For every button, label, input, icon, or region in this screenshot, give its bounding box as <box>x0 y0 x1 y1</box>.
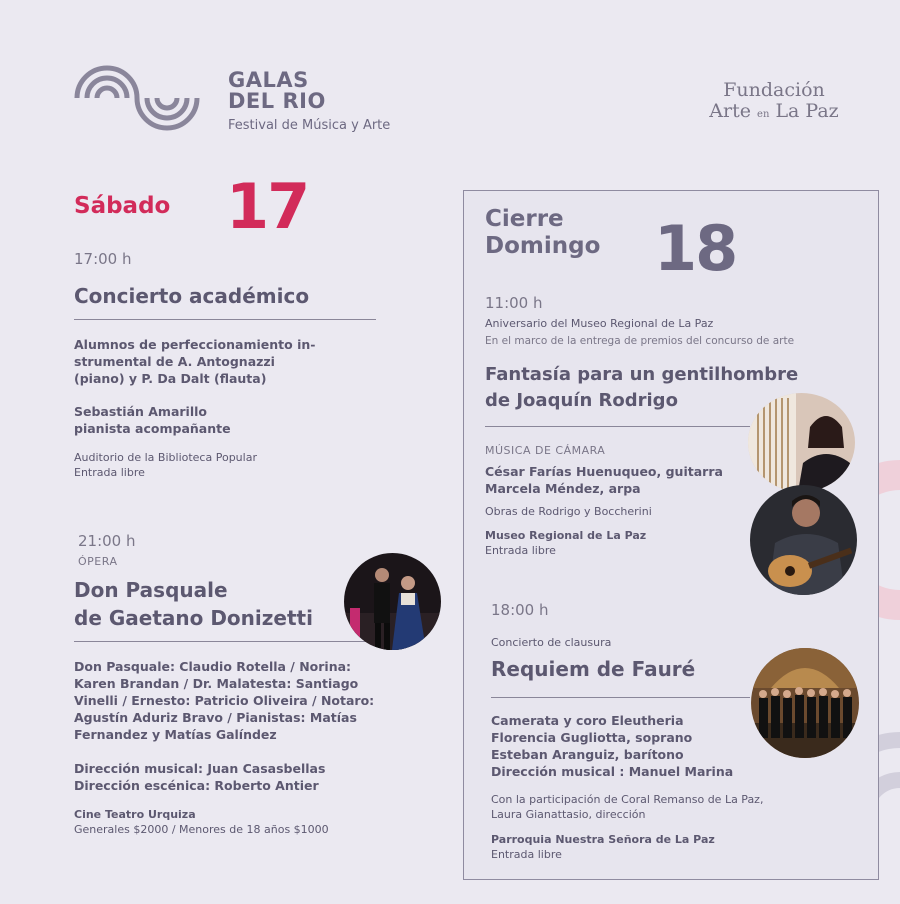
sat-event2-divider <box>74 641 376 642</box>
choir-photo <box>751 648 859 758</box>
brand-title-line1: GALAS <box>228 68 309 92</box>
sun-event2-perf-line3: Esteban Aranguiz, barítono <box>491 747 684 762</box>
saturday-label: Sábado <box>74 193 171 219</box>
sun-event2-participation-line1: Con la participación de Coral Remanso de La Paz, <box>491 793 764 806</box>
guitarist-photo <box>750 485 857 595</box>
sat-event2-cast-line1: Don Pasquale: Claudio Rotella / Norina: <box>74 659 352 674</box>
brand-subtitle: Festival de Música y Arte <box>228 118 391 133</box>
sat-event2-cast-line2: Karen Brandan / Dr. Malatesta: Santiago <box>74 676 359 691</box>
sat-event2-title-line1: Don Pasquale <box>74 578 228 602</box>
sun-event2-participation <box>491 792 763 822</box>
sun-event2-tag: Concierto de clausura <box>491 636 612 649</box>
sat-event2-time: 21:00 h <box>78 532 136 550</box>
sun-event1-entry: Entrada libre <box>485 544 556 557</box>
sun-event2-title: Requiem de Fauré <box>491 657 696 681</box>
sat-event1-desc-line2: strumental de A. Antognazzi <box>74 354 275 369</box>
foundation-arte: Arte <box>709 100 751 122</box>
sat-event1-time: 17:00 h <box>74 250 132 268</box>
sun-event1-occasion-line1: Aniversario del Museo Regional de La Paz <box>485 317 714 330</box>
sat-event1-divider <box>74 319 376 320</box>
sat-event2-cast-line3: Vinelli / Ernesto: Patricio Oliveira / Notaro: <box>74 693 375 708</box>
sat-event2-tag: ÓPERA <box>78 555 118 568</box>
sun-event2-venue-name: Parroquia Nuestra Señora de La Paz <box>491 833 715 846</box>
sun-event1-title-line1: Fantasía para un gentilhombre <box>485 364 799 385</box>
sat-event2-direction-line2: Dirección escénica: Roberto Antier <box>74 778 319 793</box>
sun-event1-occasion-line2: En el marco de la entrega de premios del concurso de arte <box>485 335 795 347</box>
foundation-line1: Fundación <box>723 79 825 101</box>
sat-event2-direction-line1: Dirección musical: Juan Casasbellas <box>74 761 326 776</box>
saturday-number: 17 <box>226 170 309 243</box>
sat-event2-title-line2: de Gaetano Donizetti <box>74 606 313 630</box>
sun-event1-venue <box>485 528 646 558</box>
sat-event2-cast-line5: Fernandez y Matías Galíndez <box>74 727 277 742</box>
sat-event2-prices: Generales $2000 / Menores de 18 años $1000 <box>74 823 329 836</box>
sun-event2-performers <box>491 712 733 780</box>
sun-event1-divider <box>485 426 750 427</box>
sat-event1-title: Concierto académico <box>74 284 310 308</box>
sat-event1-description <box>74 336 315 387</box>
sat-event1-accompanist <box>74 403 231 437</box>
sun-event2-venue <box>491 832 715 862</box>
harpist-photo <box>748 393 855 492</box>
sat-event1-desc-line3: (piano) y P. Da Dalt (flauta) <box>74 371 267 386</box>
foundation-lapaz: La Paz <box>775 100 839 122</box>
sun-event1-title-line2: de Joaquín Rodrigo <box>485 390 678 411</box>
sun-event1-performer1: César Farías Huenuqueo, guitarra <box>485 464 723 479</box>
foundation-line2 <box>700 101 848 125</box>
sun-event1-venue-name: Museo Regional de La Paz <box>485 529 647 542</box>
sun-event1-tag: MÚSICA DE CÁMARA <box>485 444 606 457</box>
sun-event2-perf-line1: Camerata y coro Eleutheria <box>491 713 684 728</box>
sat-event1-accomp-line1: Sebastián Amarillo <box>74 404 207 419</box>
sunday-title-line1: Cierre <box>485 206 564 232</box>
sun-event2-perf-line2: Florencia Gugliotta, soprano <box>491 730 693 745</box>
sun-event2-participation-line2: Laura Gianattasio, dirección <box>491 808 646 821</box>
brand-title <box>228 70 326 112</box>
sat-event1-entry: Entrada libre <box>74 466 145 479</box>
sun-event2-divider <box>491 697 750 698</box>
sat-event1-venue-name: Auditorio de la Biblioteca Popular <box>74 451 257 464</box>
sunday-number: 18 <box>654 212 737 285</box>
sunday-title <box>485 206 600 260</box>
sat-event1-desc-line1: Alumnos de perfeccionamiento in- <box>74 337 316 352</box>
sun-event2-perf-line4: Dirección musical : Manuel Marina <box>491 764 734 779</box>
sat-event2-venue <box>74 807 329 837</box>
sat-event1-accomp-line2: pianista acompañante <box>74 421 231 436</box>
sat-event2-cast <box>74 658 374 743</box>
foundation-en: en <box>757 109 770 120</box>
festival-logo-icon <box>72 58 202 144</box>
sat-event2-cast-line4: Agustín Aduriz Bravo / Pianistas: Matías <box>74 710 357 725</box>
opera-photo <box>344 553 441 650</box>
sat-event2-venue-name: Cine Teatro Urquiza <box>74 808 196 821</box>
sun-event1-works: Obras de Rodrigo y Boccherini <box>485 505 652 518</box>
sun-event2-time: 18:00 h <box>491 601 549 619</box>
sun-event1-performer2: Marcela Méndez, arpa <box>485 481 641 496</box>
brand-title-line2: DEL RIO <box>228 89 326 113</box>
sunday-title-line2: Domingo <box>485 233 601 259</box>
sat-event2-direction <box>74 760 325 794</box>
sun-event1-time: 11:00 h <box>485 294 543 312</box>
foundation-logo <box>700 80 848 125</box>
sun-event2-entry: Entrada libre <box>491 848 562 861</box>
sat-event1-venue <box>74 450 257 480</box>
